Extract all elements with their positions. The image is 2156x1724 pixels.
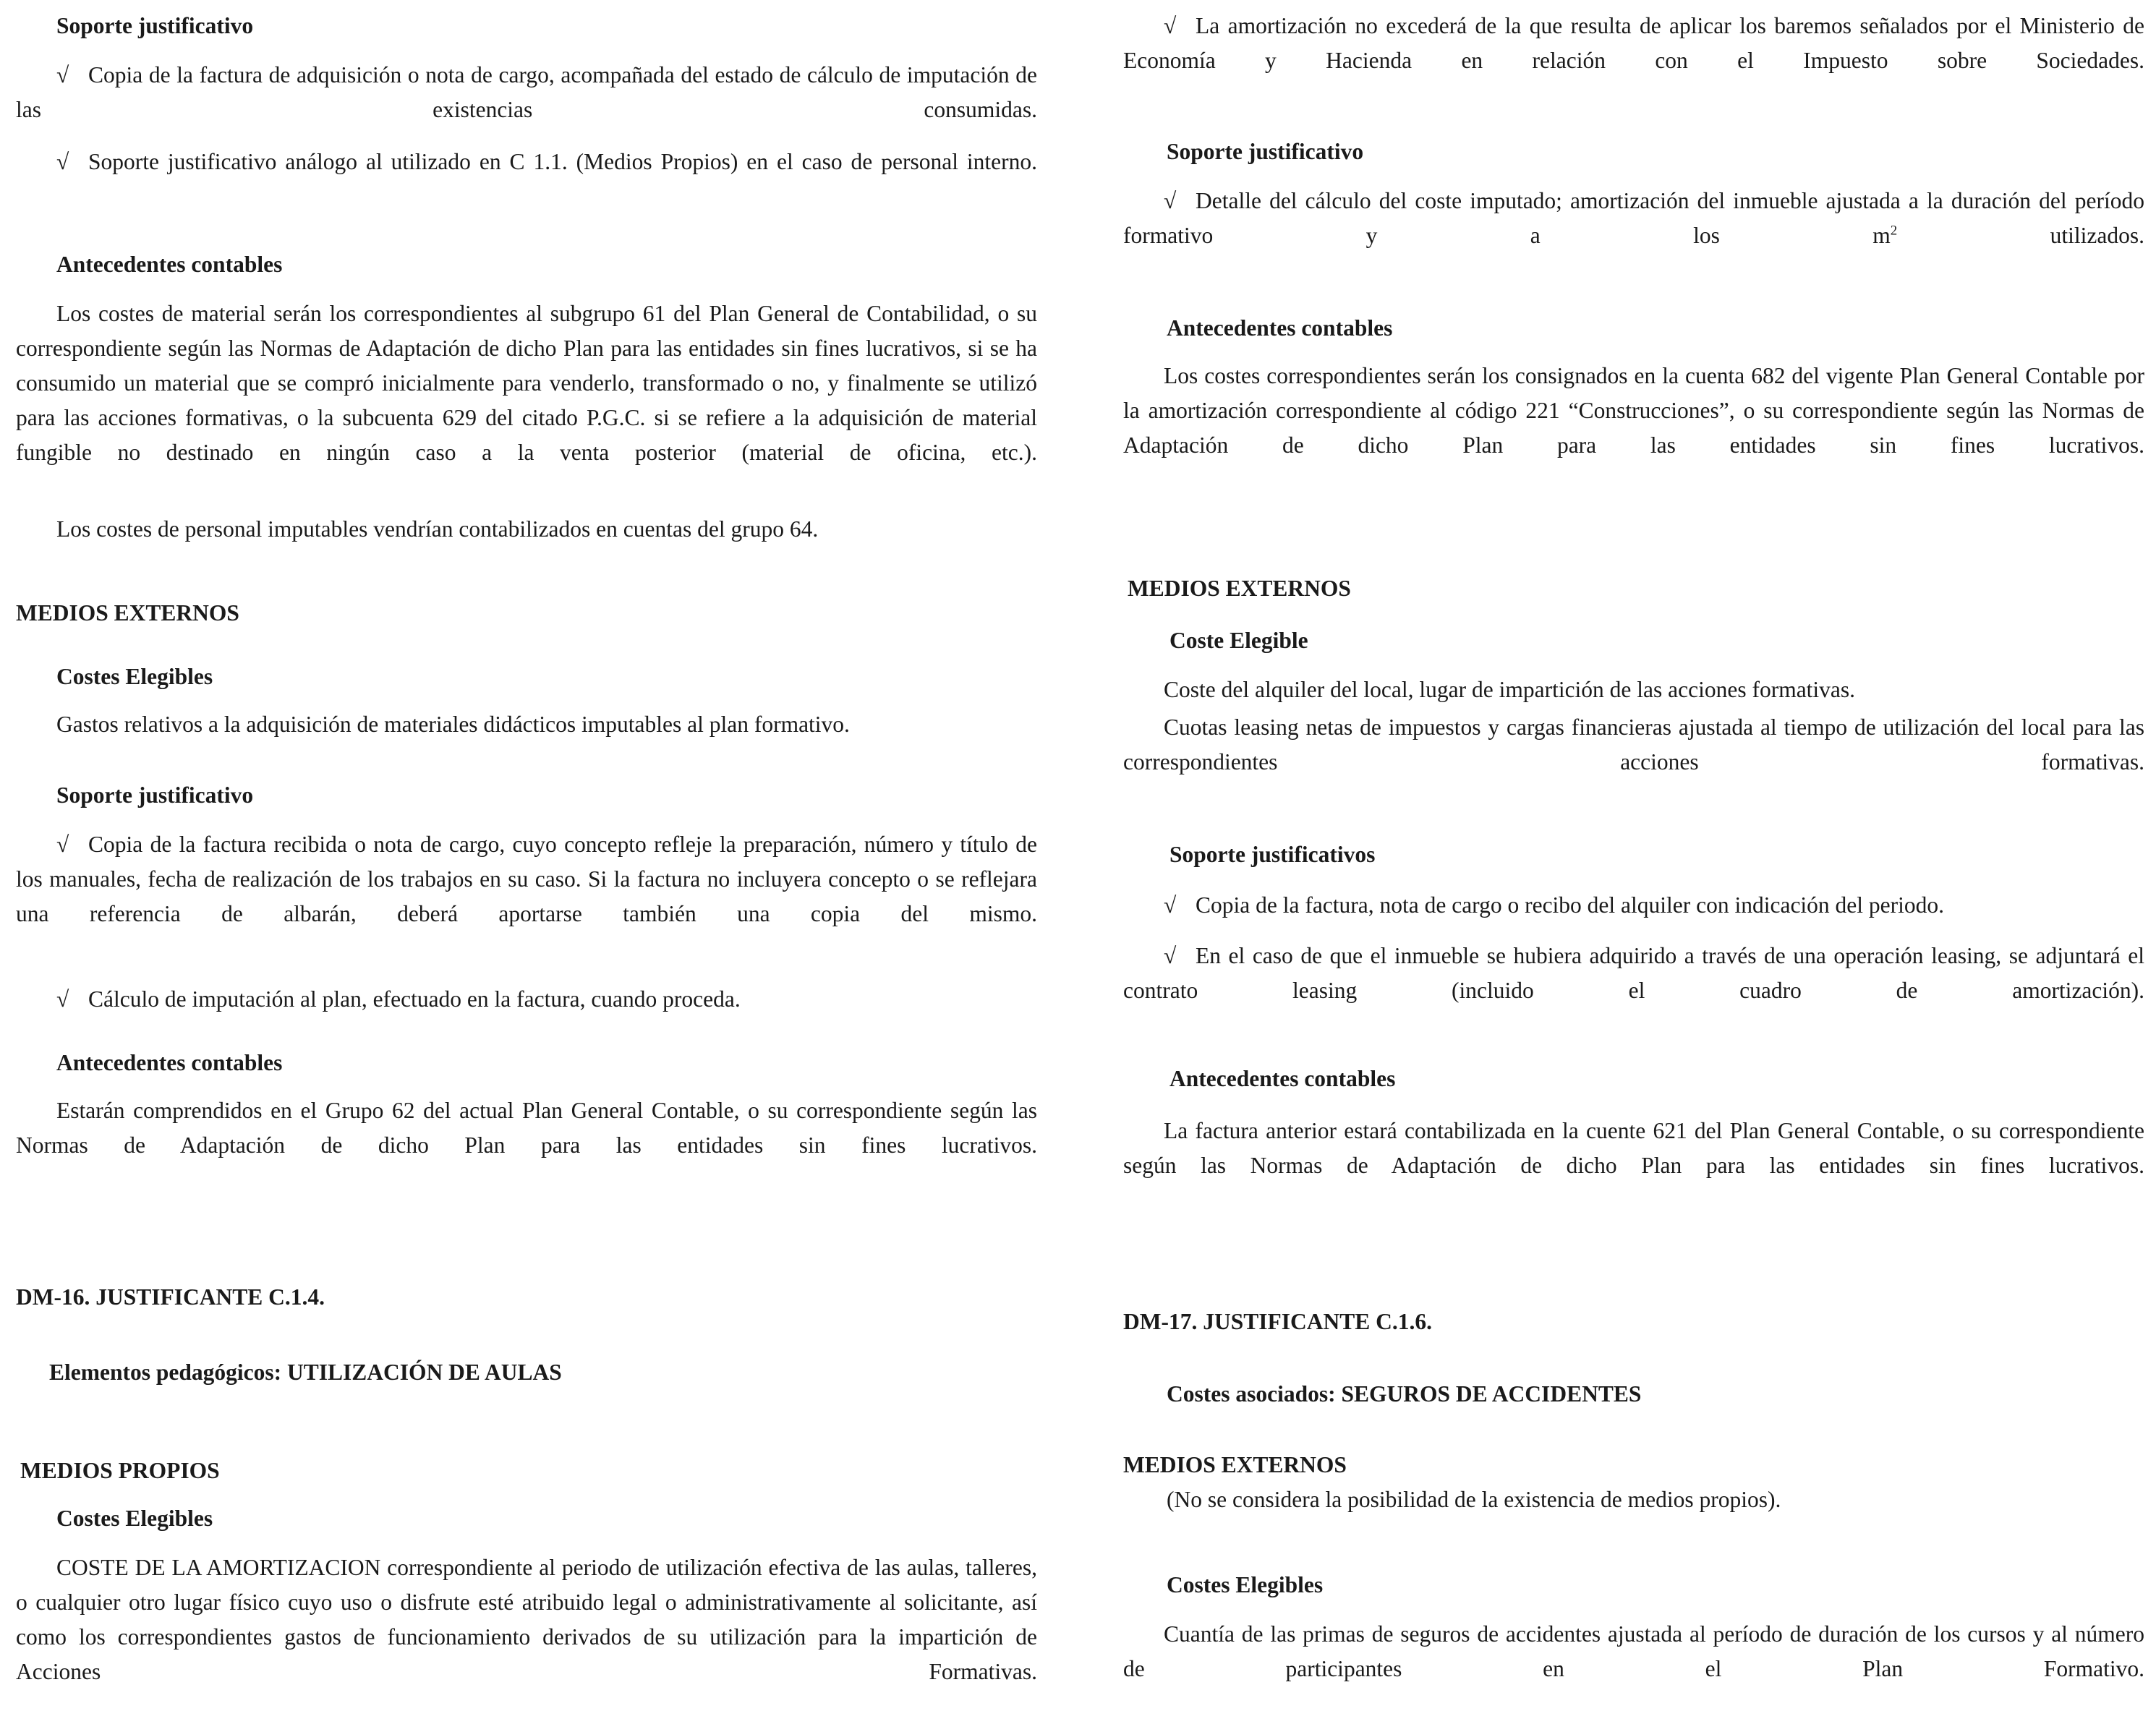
dm16-subtitle: Elementos pedagógicos: UTILIZACIÓN DE AULAS <box>49 1360 562 1385</box>
paragraph: Estarán comprendidos en el Grupo 62 del actual Plan General Contable, o su correspondiente según las Normas de Adaptación de dicho Plan para las entidades sin fines lucrativos. <box>16 1098 1037 1158</box>
check-mark-icon: √ <box>1164 188 1177 213</box>
paragraph: Gastos relativos a la adquisición de materiales didácticos imputables al plan formativo. <box>56 712 850 737</box>
costes-elegibles-heading: Costes Elegibles <box>56 1506 213 1531</box>
checklist-item: √ Cálculo de imputación al plan, efectuado en la factura, cuando proceda. <box>16 982 1037 1017</box>
paragraph: Los costes de personal imputables vendrían contabilizados en cuentas del grupo 64. <box>56 516 819 542</box>
antecedentes-contables-heading: Antecedentes contables <box>1167 315 1393 341</box>
section-title: MEDIOS EXTERNOS <box>1123 1452 1347 1477</box>
checklist-item: √ Soporte justificativo análogo al utilizado en C 1.1. (Medios Propios) en el caso de personal interno. <box>16 145 1037 214</box>
soporte-justificativos-heading: Soporte justificativos <box>1169 842 1376 867</box>
check-mark-icon: √ <box>56 62 69 88</box>
paragraph: La factura anterior estará contabilizada en la cuente 621 del Plan General Contable, o su correspondiente según las Normas de Adaptación de dicho Plan para las entidades sin fines lucrativos. <box>1123 1118 2144 1178</box>
antecedentes-contables-heading: Antecedentes contables <box>1169 1066 1396 1091</box>
paragraph: COSTE DE LA AMORTIZACION correspondiente al periodo de utilización efectiva de las aulas, talleres, o cualquier otro lugar físico cuyo uso o disfrute esté atribuido legal o administrativamente al solicitante, así como los correspondientes gastos de funcionamiento derivados de su utilización para la impartición de Acciones Formativas. <box>16 1555 1037 1684</box>
paragraph: Los costes de material serán los correspondientes al subgrupo 61 del Plan General de Contabilidad, o su correspondiente según las Normas de Adaptación de dicho Plan para las entidades sin fines lucrativos, si se ha consumido un material que se compró inicialmente para venderlo, transformado o no, y finalmente se utilizó para las acciones formativas, o la subcuenta 629 del citado P.G.C. si se refiere a la adquisición de material fungible no destinado en ningún caso a la venta posterior (material de oficina, etc.). <box>16 301 1037 465</box>
section-title: MEDIOS PROPIOS <box>20 1458 220 1483</box>
checklist-item: √ Copia de la factura de adquisición o nota de cargo, acompañada del estado de cálculo de imputación de las existencias consumidas. <box>16 58 1037 162</box>
check-mark-icon: √ <box>56 832 69 857</box>
section-title: MEDIOS EXTERNOS <box>1128 576 1351 601</box>
soporte-justificativo-heading: Soporte justificativo <box>1167 139 1364 164</box>
check-mark-icon: √ <box>56 986 69 1012</box>
dm17-title: DM-17. JUSTIFICANTE C.1.6. <box>1123 1309 1433 1334</box>
dm16-title: DM-16. JUSTIFICANTE C.1.4. <box>16 1284 325 1310</box>
antecedentes-contables-heading: Antecedentes contables <box>56 1050 283 1075</box>
paragraph: Cuotas leasing netas de impuestos y cargas financieras ajustada al tiempo de utilización del local para las correspondientes acciones formativas. <box>1123 714 2144 774</box>
paragraph: Coste del alquiler del local, lugar de impartición de las acciones formativas. <box>1164 677 1856 702</box>
coste-elegible-heading: Coste Elegible <box>1169 628 1308 653</box>
costes-elegibles-heading: Costes Elegibles <box>1167 1572 1324 1597</box>
soporte-justificativo-heading: Soporte justificativo <box>56 13 254 38</box>
antecedentes-contables-heading: Antecedentes contables <box>56 252 283 277</box>
soporte-justificativo-heading: Soporte justificativo <box>56 782 254 808</box>
note: (No se considera la posibilidad de la existencia de medios propios). <box>1167 1487 1781 1512</box>
check-mark-icon: √ <box>1164 892 1177 918</box>
check-mark-icon: √ <box>56 149 69 174</box>
check-mark-icon: √ <box>1164 13 1177 38</box>
paragraph: Cuantía de las primas de seguros de accidentes ajustada al período de duración de los cursos y al número de participantes en el Plan Formativo. <box>1123 1621 2144 1681</box>
checklist-item: √ Copia de la factura, nota de cargo o recibo del alquiler con indicación del periodo. <box>1123 888 2144 923</box>
paragraph: Los costes correspondientes serán los consignados en la cuenta 682 del vigente Plan General Contable por la amortización correspondiente al código 221 “Construcciones”, o su correspondiente según las Normas de Adaptación de dicho Plan para las entidades sin fines lucrativos. <box>1123 363 2144 458</box>
checklist-item: √ Copia de la factura recibida o nota de cargo, cuyo concepto refleje la preparación, número y título de los manuales, fecha de realización de los trabajos en su caso. Si la factura no incluyera concepto o se reflejara una referencia de albarán, deberá aportarse también una copia del mismo. <box>16 827 1037 966</box>
dm17-subtitle: Costes asociados: SEGUROS DE ACCIDENTES <box>1167 1381 1642 1407</box>
checklist-item: √ La amortización no excederá de la que resulta de aplicar los baremos señalados por el Ministerio de Economía y Hacienda en relación con el Impuesto sobre Sociedades. <box>1123 9 2144 113</box>
checklist-item: √ En el caso de que el inmueble se hubiera adquirido a través de una operación leasing, se adjuntará el contrato leasing (incluido el cuadro de amortización). <box>1123 939 2144 1043</box>
check-mark-icon: √ <box>1164 943 1177 968</box>
costes-elegibles-heading: Costes Elegibles <box>56 664 213 689</box>
section-title: MEDIOS EXTERNOS <box>16 600 239 626</box>
checklist-item: √ Detalle del cálculo del coste imputado; amortización del inmueble ajustada a la duración del período formativo y a los $m^2$ utilizados. <box>1123 184 2144 288</box>
